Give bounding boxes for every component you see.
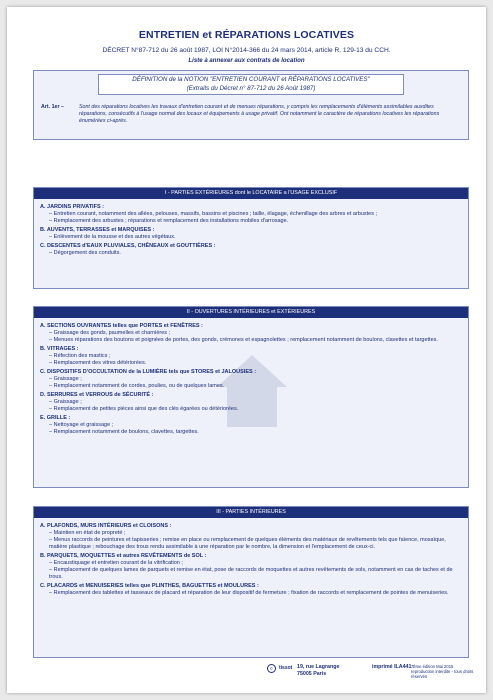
group-label: B. AUVENTS, TERRASSES et MARQUISES : <box>40 227 155 233</box>
group-item: – Enlèvement de la mousse et des autres végétaux. <box>49 234 462 241</box>
group-item: – Graissage des gonds, paumelles et charnières ; <box>49 330 462 337</box>
group-label: D. SERRURES et VERROUS de SÉCURITÉ : <box>40 392 154 398</box>
article-1 <box>41 104 462 126</box>
definition-box <box>33 70 469 140</box>
document-page <box>7 7 486 693</box>
group-item: – Entretien courant, notamment des allées, pelouses, massifs, bassins et piscines ; taille, élagage, échenillage des arbres et arbustes ; <box>49 211 462 218</box>
definition-subtitle: (Extraits du Décret n° 87-712 du 26 Août 1987) <box>186 84 316 92</box>
section-interior <box>33 506 469 658</box>
group-label: C. DESCENTES d'EAUX PLUVIALES, CHÊNEAUX et GOUTTIÈRES : <box>40 243 216 249</box>
edition-line: 7ème édition Mai 2015 <box>411 664 454 669</box>
section-body <box>34 518 468 599</box>
footer-address <box>297 664 339 677</box>
footer <box>267 663 477 681</box>
group-item: – Dégorgement des conduits. <box>49 250 462 257</box>
article-text: Sont des réparations locatives les travaux d'entretien courant et de menues réparations, y compris les remplacements d'éléments assimilables auxdites réparations, consécutifs à l'usage normal des locaux et équipements à usage privatif. Ont notamment le caractère de réparations locatives les réparations énumérées ci-après. <box>79 104 440 125</box>
rights-line: reproduction interdite - tous droits réservés <box>411 669 474 679</box>
group-item: – Remplacement des arbustes ; réparations et remplacement des installations mobiles d'arrosage. <box>49 218 462 225</box>
section-band: I - PARTIES EXTÉRIEURES dont le LOCATAIRE a l'USAGE EXCLUSIF <box>34 188 468 199</box>
section-body <box>34 199 468 259</box>
group-item: – Réfection des mastics ; <box>49 353 462 360</box>
group-item: – Maintien en état de propreté ; <box>49 530 462 537</box>
annex-note: Liste à annexer aux contrats de location <box>188 57 305 64</box>
copyright-icon: © <box>267 664 276 673</box>
section-band: II - OUVERTURES INTÉRIEURES et EXTÉRIEURES <box>34 307 468 318</box>
group-label: A. PLAFONDS, MURS INTÉRIEURS et CLOISONS : <box>40 523 172 529</box>
group-label: E. GRILLE : <box>40 415 71 421</box>
group-label: B. PARQUETS, MOQUETTES et autres REVÊTEMENTS de SOL : <box>40 553 207 559</box>
group-item: – Remplacement notamment de cordes, poulies, ou de quelques lames. <box>49 383 462 390</box>
page-title: ENTRETIEN et RÉPARATIONS LOCATIVES <box>138 29 355 41</box>
section-exterior <box>33 187 469 289</box>
group-item: – Remplacement notamment de boulons, clavettes, targettes. <box>49 429 462 436</box>
address-line: 19, rue Lagrange <box>297 664 340 670</box>
footer-brand: tissot <box>279 665 293 671</box>
decree-reference: DÉCRET N°87-712 du 26 août 1987, LOI N°2014-366 du 24 mars 2014, article R. 129-13 du CCH. <box>102 47 391 54</box>
group-label: C. DISPOSITIFS D'OCCULTATION de la LUMIÈRE tels que STORES et JALOUSIES : <box>40 369 257 375</box>
group-label: A. JARDINS PRIVATIFS : <box>40 204 104 210</box>
group-item: – Remplacement des tablettes et tasseaux de placard et réparation de leur dispositif de fermeture ; fixation de raccords et remplacement de pointes de menuiseries. <box>49 590 462 597</box>
group-label: B. VITRAGES : <box>40 346 79 352</box>
group-item: – Encaustiquage et entretien courant de la vitrification ; <box>49 560 462 567</box>
group-item: – Graissage ; <box>49 399 462 406</box>
definition-title: DÉFINITION de la NOTION "ENTRETIEN COURANT et RÉPARATIONS LOCATIVES" <box>132 76 370 83</box>
watermark-house-icon <box>207 347 297 437</box>
group-item: – Remplacement de petites pièces ainsi que des clés égarées ou détériorées. <box>49 406 462 413</box>
group-item: – Remplacement de quelques lames de parquets et remise en état, pose de raccords de moquettes et autres revêtements de sols, notamment en cas de taches et de trous. <box>49 567 462 581</box>
group-item: – Nettoyage et graissage ; <box>49 422 462 429</box>
group-item: – Menus raccords de peintures et tapisseries ; remise en place ou remplacement de quelques éléments des matériaux de revêtements tels que faïence, mosaïque, matière plastique ; rebouchage des trous rendu assimilable à une réparation par le nombre, la dimension et l'emplacement de ceux-ci. <box>49 537 462 551</box>
section-band: III - PARTIES INTÉRIEURES <box>34 507 468 518</box>
edition-info <box>411 664 477 679</box>
group-label: C. PLACARDS et MENUISERIES telles que PLINTHES, BAGUETTES et MOULURES : <box>40 583 259 589</box>
group-item: – Graissage ; <box>49 376 462 383</box>
definition-title-box <box>98 74 404 95</box>
group-label: A. SECTIONS OUVRANTES telles que PORTES et FENÊTRES : <box>40 323 203 329</box>
group-item: – Remplacement des vitres détériorées. <box>49 360 462 367</box>
address-line: 75005 Paris <box>297 670 327 677</box>
group-item: – Menues réparations des boutons et poignées de portes, des gonds, crémones et espagnolettes ; remplacement notamment de boulons, clavettes et targettes. <box>49 337 462 344</box>
print-reference: imprimé ILA441 : <box>372 664 415 670</box>
article-label: Art. 1er – <box>41 104 64 110</box>
